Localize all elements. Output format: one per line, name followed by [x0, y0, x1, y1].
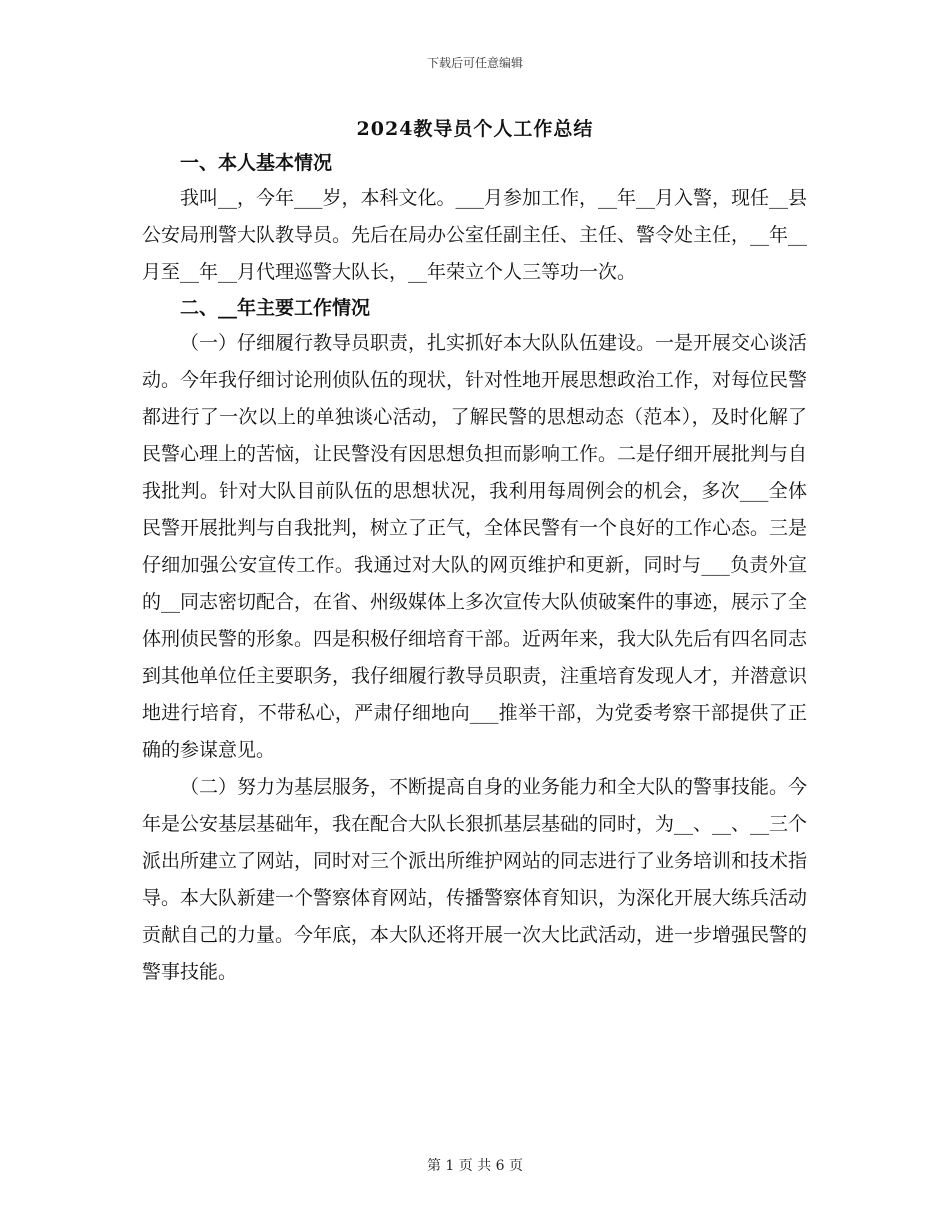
paragraph-duties: （一）仔细履行教导员职责，扎实抓好本大队队伍建设。一是开展交心谈活动。今年我仔细讨论刑侦队伍的现状，针对性地开展思想政治工作，对每位民警都进行了一次以上的单独谈心活动，了解民警的思想动态（范本），及时化解了民警心理上的苦恼，让民警没有因思想负担而影响工作。二是仔细开展批判与自我批判。针对大队目前队伍的思想状况，我利用每周例会的机会，多次___全体民警开展批判与自我批判，树立了正气，全体民警有一个良好的工作心态。三是仔细加强公安宣传工作。我通过对大队的网页维护和更新，同时与___负责外宣的__同志密切配合，在省、州级媒体上多次宣传大队侦破案件的事迹，展示了全体刑侦民警的形象。四是积极仔细培育干部。近两年来，我大队先后有四名同志到其他单位任主要职务，我仔细履行教导员职责，注重培育发现人才，并潜意识地进行培育，不带私心，严肃仔细地向___推举干部，为党委考察干部提供了正确的参谋意见。	[142, 332, 808, 761]
header-note: 下载后可任意编辑	[426, 56, 523, 70]
paragraph-basic-info: 我叫__，今年___岁，本科文化。___月参加工作，__年__月入警，现任__县公安局刑警大队教导员。先后在局办公室任副主任、主任、警令处主任，__年__月至__年__月代理巡警大队长，__年荣立个人三等功一次。	[142, 187, 808, 283]
section-heading-main-work: 二、__年主要工作情况	[180, 297, 371, 319]
paragraph-service: （二）努力为基层服务，不断提高自身的业务能力和全大队的警事技能。今年是公安基层基础年，我在配合大队长狠抓基层基础的同时，为__、__、__三个派出所建立了网站，同时对三个派出所维护网站的同志进行了业务培训和技术指导。本大队新建一个警察体育网站，传播警察体育知识，为深化开展大练兵活动贡献自己的力量。今年底，本大队还将开展一次大比武活动，进一步增强民警的警事技能。	[142, 776, 808, 983]
section-heading-basic-info: 一、本人基本情况	[180, 152, 333, 174]
document-body	[142, 146, 807, 991]
page-footer: 第 1 页 共 6 页	[426, 1158, 524, 1174]
page-title: 2024教导员个人工作总结	[356, 118, 594, 140]
